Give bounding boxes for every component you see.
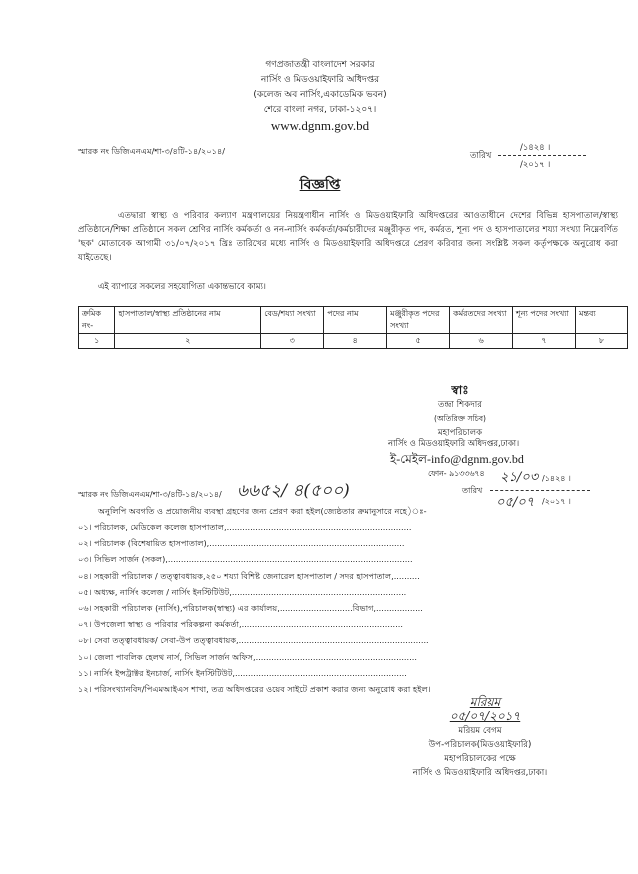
date-handwritten-bn: ২১/০৩ bbox=[500, 470, 539, 485]
table-cell: ২ bbox=[115, 334, 261, 349]
date-label: তারিখ bbox=[462, 486, 483, 495]
signatory-name: তন্দ্রা শিকদার bbox=[438, 400, 482, 410]
list-item: ১০। জেলা পাবলিক হেলথ নার্স, সিভিল সার্জন অফিস,.............................................................. bbox=[78, 651, 417, 662]
table-number-row bbox=[79, 334, 628, 349]
col-post-name: পদের নাম bbox=[324, 307, 387, 334]
list-item: ০৪। সহকারী পরিচালক / তত্ত্বাবধায়ক,২৫০ শয্যা বিশিষ্ট জেনারেল হাসপাতাল / সদর হাসপাতাল,.......... bbox=[78, 570, 420, 581]
date-gregorian: /২০১৭ । bbox=[542, 497, 571, 506]
table-cell: ৭ bbox=[513, 334, 576, 349]
memo2-ref: স্মারক নং ডিজিএনএম/শা-৩/৪টি-১৪/২০১৪/ bbox=[78, 490, 222, 499]
signatory-block-2 bbox=[380, 724, 580, 780]
page-title: বিজ্ঞপ্তি bbox=[299, 177, 341, 193]
date-divider bbox=[498, 155, 586, 156]
col-institution: হাসপাতাল/স্বাস্থ্য প্রতিষ্ঠানের নাম bbox=[115, 307, 261, 334]
date-label: তারিখ bbox=[470, 150, 492, 160]
notice-body: এতদ্বারা স্বাস্থ্য ও পরিবার কল্যাণ মন্ত্রণালয়ের নিয়ন্ত্রণাধীন নার্সিং ও মিডওয়াইফারি অধিদপ্তরের আওতাধীনে দেশের বিভিন্ন হাসপাতাল/স্বাস্থ্য প্রতিষ্ঠানে/শিক্ষা প্রতিষ্ঠানে সকল শ্রেণির নার্সিং কর্মকর্তা ও নন-নার্সিং কর্মকর্তা/কর্মচারীদের মঞ্জুরীকৃত পদ, কর্মরত, শূন্য পদ ও হাসপাতালের শয্যা সংখ্যা নিম্নেবর্ণিত 'ছক' মোতাবেক আগামী ৩১/০৭/২০১৭ খ্রিঃ তারিখের মধ্যে নার্সিং ও মিডওয়াইফারি অধিদপ্তরে প্রেরণ করিবার জন্য সংশ্লিষ্ট সকল কর্তৃপক্ষকে অনুরোধ করা যাইতেছে। bbox=[78, 211, 618, 263]
signatory-designation: মহাপরিচালক bbox=[437, 428, 483, 438]
table-header-row bbox=[79, 307, 628, 334]
signed-mark: স্বাঃ bbox=[451, 383, 469, 397]
col-serial: ক্রমিক নং- bbox=[79, 307, 115, 334]
list-item: ০১। পরিচালক, মেডিকেল কলেজ হাসপাতাল,....................................................................... bbox=[78, 522, 412, 532]
table-cell: ১ bbox=[79, 334, 115, 349]
date-handwritten-en: ০৫/০৭ bbox=[496, 495, 535, 510]
col-working: কর্মরতদের সংখ্যা bbox=[450, 307, 513, 334]
copy-intro: অনুলিপি অবগতি ও প্রয়োজনীয় ব্যবস্থা গ্রহণের জন্য প্রেরণ করা হইল(জ্যেষ্ঠতার ক্রমানুসারে নহে)ঃ- bbox=[98, 506, 427, 516]
directorate-name: নার্সিং ও মিডওয়াইফারি অধিদপ্তর bbox=[260, 75, 380, 85]
copy-recipient-list bbox=[78, 519, 618, 697]
address: শেরে বাংলা নগর, ঢাকা-১২০৭। bbox=[263, 105, 377, 115]
date-bangla: /১৪২৪ । bbox=[520, 142, 551, 152]
on-behalf-line: মহাপরিচালকের পক্ষে bbox=[444, 754, 516, 764]
date-divider bbox=[490, 490, 590, 491]
col-sanctioned: মঞ্জুরীকৃত পদের সংখ্যা bbox=[387, 307, 450, 334]
table-cell: ৫ bbox=[387, 334, 450, 349]
list-item: ০৬। সহকারী পরিচালক (নার্সিং),পরিচালক(স্বাস্থ্য) এর কার্যালয়,............................বিভাগ,.................. bbox=[78, 603, 423, 614]
date-gregorian: /২০১৭ । bbox=[520, 159, 551, 169]
memo2-date bbox=[462, 468, 600, 512]
table-cell: ৮ bbox=[576, 334, 628, 349]
signatory-designation: উপ-পরিচালক(মিডওয়াইফারি) bbox=[428, 740, 532, 750]
contact-phone: ফোন- ৯১৩৩৬৭৪ bbox=[428, 469, 485, 478]
list-item: ১১। নার্সিং ইন্সট্রাক্টর ইনচার্জ, নার্সিং ইনস্টিটিউট,.................................................................. bbox=[78, 667, 407, 678]
signatory-block-1 bbox=[380, 382, 540, 440]
list-item: ০৮। সেবা তত্ত্বাবধায়ক/ সেবা-উপ তত্ত্বাবধায়ক,......................................................................... bbox=[78, 635, 429, 646]
signatory-rank: (অতিরিক্ত সচিব) bbox=[433, 414, 487, 423]
date-bangla: /১৪২৪ । bbox=[542, 474, 571, 483]
memo-date bbox=[470, 141, 590, 175]
govt-name: গণপ্রজাতন্ত্রী বাংলাদেশ সরকার bbox=[265, 60, 375, 70]
table-cell: ৪ bbox=[324, 334, 387, 349]
memo-ref: স্মারক নং ডিজিএনএম/শা-৩/৪টি-১৪/২০১৪/ bbox=[78, 146, 226, 156]
col-beds: বেড/শয্যা সংখ্যা bbox=[261, 307, 324, 334]
building-name: (কলেজ অব নার্সিং,একাডেমিক ভবন) bbox=[253, 90, 387, 100]
signatory-office: নার্সিং ও মিডওয়াইফারি অধিদপ্তর,ঢাকা। bbox=[388, 438, 520, 448]
list-item: ১২। পরিসংখ্যানবিদ/পিএমআইএস শাখা, তত্র অধিদপ্তরের ওয়েব সাইটে প্রকাশ করার জন্য অনুরোধ করা হইল। bbox=[78, 684, 431, 695]
cooperation-line: এই ব্যাপারে সকলের সহযোগিতা একান্তভাবে কাম্য। bbox=[98, 281, 266, 291]
list-item: ০৩। সিভিল সার্জন (সকল),.............................................................................................. bbox=[78, 554, 413, 565]
signatory-name: মরিয়ম বেগম bbox=[458, 726, 502, 736]
memo2-ref-handwritten: ৬৬৫২/ ৪(৫০০) bbox=[237, 481, 350, 501]
signatory-office: নার্সিং ও মিডওয়াইফারি অধিদপ্তর,ঢাকা। bbox=[412, 768, 548, 778]
website-link[interactable]: www.dgnm.gov.bd bbox=[270, 118, 370, 133]
contact-email[interactable]: ই-মেইল-info@dgnm.gov.bd bbox=[390, 452, 524, 466]
list-item: ০৭। উপজেলা স্বাস্থ্য ও পরিবার পরিকল্পনা কর্মকর্তা,.............................................................. bbox=[78, 619, 403, 630]
data-format-table bbox=[78, 306, 628, 349]
list-item: ০৫। অধ্যক্ষ, নার্সিং কলেজ / নার্সিং ইনস্টিটিউট,................................................................... bbox=[78, 586, 407, 597]
table-cell: ৩ bbox=[261, 334, 324, 349]
list-item: ০২। পরিচালক (বিশেষায়িত হাসপাতাল),........................................................................... bbox=[78, 538, 405, 549]
handwritten-signature: মরিয়ম ০৫/০৭/২০১৭ bbox=[449, 695, 521, 723]
col-remarks: মন্তব্য bbox=[576, 307, 628, 334]
letterhead bbox=[190, 58, 450, 134]
table-cell: ৬ bbox=[450, 334, 513, 349]
col-vacant: শূন্য পদের সংখ্যা bbox=[513, 307, 576, 334]
